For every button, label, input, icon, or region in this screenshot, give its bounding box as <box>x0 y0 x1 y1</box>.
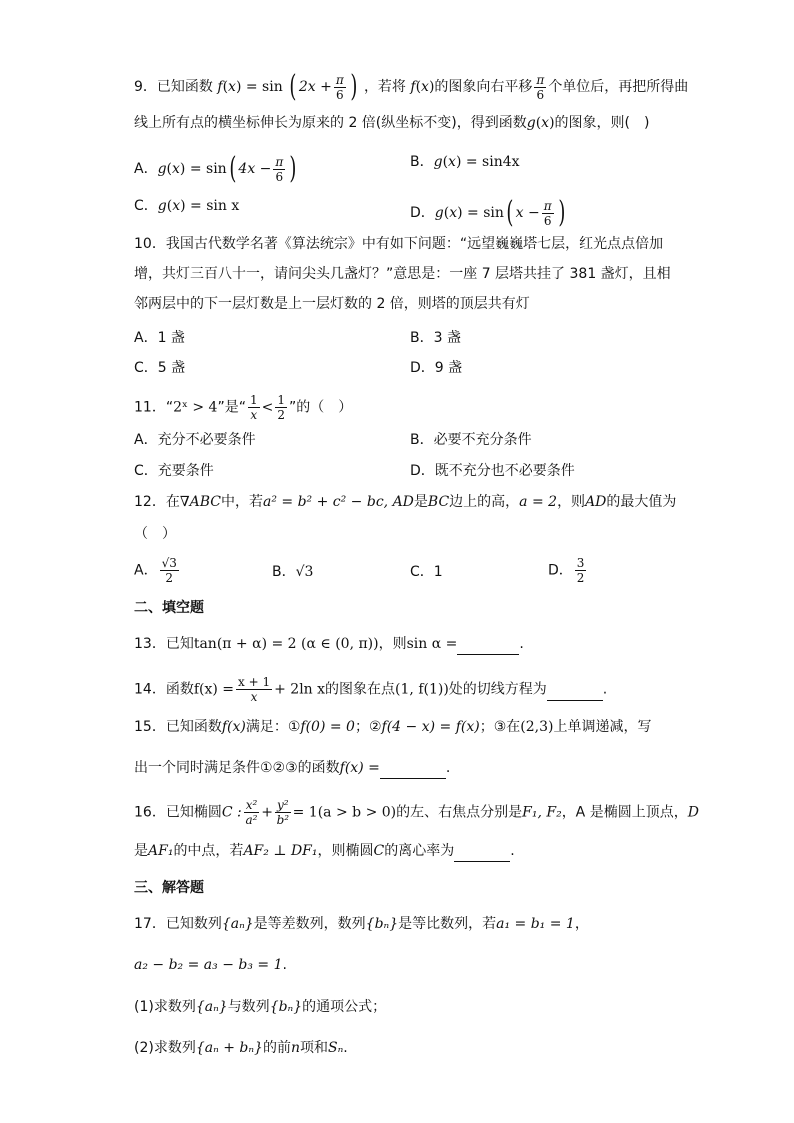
q10-option-b: B．3 盏 <box>410 330 461 346</box>
q17-line1: 17．已知数列{aₙ}是等差数列，数列{bₙ}是等比数列，若a₁ = b₁ = 1， <box>134 916 589 932</box>
q11-option-a: A．充分不必要条件 <box>134 432 256 448</box>
q11-option-b: B．必要不充分条件 <box>410 432 532 448</box>
q16-line1: 16．已知椭圆C : $\frac{\text{x²}}{\text{a²}}$ + $\frac{\text{y²}}{\text{b²}}$ = 1(a > b > 0)的左、右焦点分别是F₁, F₂，A 是椭圆上顶点，D <box>134 798 699 827</box>
answer-blank <box>547 680 603 701</box>
q9-option-a: A．g(x) = sin( 4x − $\frac{\pi}{6}$ ) <box>134 151 297 186</box>
answer-blank <box>457 634 519 655</box>
q9-option-c: C．g(x) = sin x <box>134 198 240 214</box>
q12-stem: 12．在∇ABC中，若a² = b² + c² − bc, AD是BC边上的高，a = 2，则AD的最大值为 <box>134 494 677 510</box>
answer-blank <box>454 841 510 862</box>
q10-line2: 增，共灯三百八十一，请问尖头几盏灯？”意思是：一座 7 层塔共挂了 381 盏灯，且相 <box>134 266 671 282</box>
q11-stem: 11．“2ˣ > 4”是“ $\frac{1}{x}$ < $\frac{1}{2}$ ”的（ ） <box>134 393 353 422</box>
q10-line3: 邻两层中的下一层灯数是上一层灯数的 2 倍，则塔的顶层共有灯 <box>134 296 530 312</box>
q11-option-c: C．充要条件 <box>134 463 214 479</box>
answer-blank <box>380 758 446 779</box>
pi-over-6: $\frac{\pi}{6}$ <box>335 72 344 102</box>
q12-paren: （ ） <box>134 526 176 542</box>
q10-option-c: C．5 盏 <box>134 360 186 376</box>
q12-option-b: B．√3 <box>272 564 314 580</box>
q10-line1: 10．我国古代数学名著《算法统宗》中有如下问题：“远望巍巍塔七层，红光点点倍加 <box>134 236 664 252</box>
section-fill-in-heading: 二、填空题 <box>134 600 204 616</box>
section-answer-heading: 三、解答题 <box>134 880 204 896</box>
q13-stem: 13．已知tan(π + α) = 2 (α ∈ (0, π))，则sin α = . <box>134 634 524 655</box>
q16-line2: 是AF₁的中点，若AF₂ ⊥ DF₁，则椭圆C的离心率为 . <box>134 841 515 862</box>
q17-part1: (1)求数列{aₙ}与数列{bₙ}的通项公式； <box>134 999 387 1015</box>
q11-option-d: D．既不充分也不必要条件 <box>410 463 575 479</box>
q14-stem: 14．函数f(x) = $\frac{x + 1}{x}$ + 2ln x的图象在点(1, f(1))处的切线方程为 . <box>134 675 608 704</box>
q9-line1: 9．已知函数 f(x) = sin ( 2x + $\frac{\pi}{6}$ ) ，若将 f(x)的图象向右平移 $\frac{\pi}{6}$ 个单位后，再把所得曲 <box>134 69 689 104</box>
q15-line1: 15．已知函数f(x)满足：①f(0) = 0；②f(4 − x) = f(x)；③在(2,3)上单调递减，写 <box>134 719 652 735</box>
q10-option-a: A．1 盏 <box>134 330 185 346</box>
q12-option-a: A． $\frac{√3}{2}$ <box>134 556 177 585</box>
q15-line2: 出一个同时满足条件①②③的函数f(x) = . <box>134 758 450 779</box>
q9-line2: 线上所有点的横坐标伸长为原来的 2 倍(纵坐标不变)，得到函数g(x)的图象，则( ) <box>134 115 650 131</box>
q17-line2: a₂ − b₂ = a₃ − b₃ = 1. <box>134 957 287 973</box>
q12-option-d: D． $\frac{3}{2}$ <box>548 556 585 585</box>
q10-option-d: D．9 盏 <box>410 360 463 376</box>
q12-option-c: C．1 <box>410 564 443 580</box>
q17-part2: (2)求数列{aₙ + bₙ}的前n项和Sₙ. <box>134 1040 348 1056</box>
q9-option-b: B．g(x) = sin4x <box>410 154 520 170</box>
q9-option-d: D．g(x) = sin( x − $\frac{\pi}{6}$ ) <box>410 195 565 230</box>
